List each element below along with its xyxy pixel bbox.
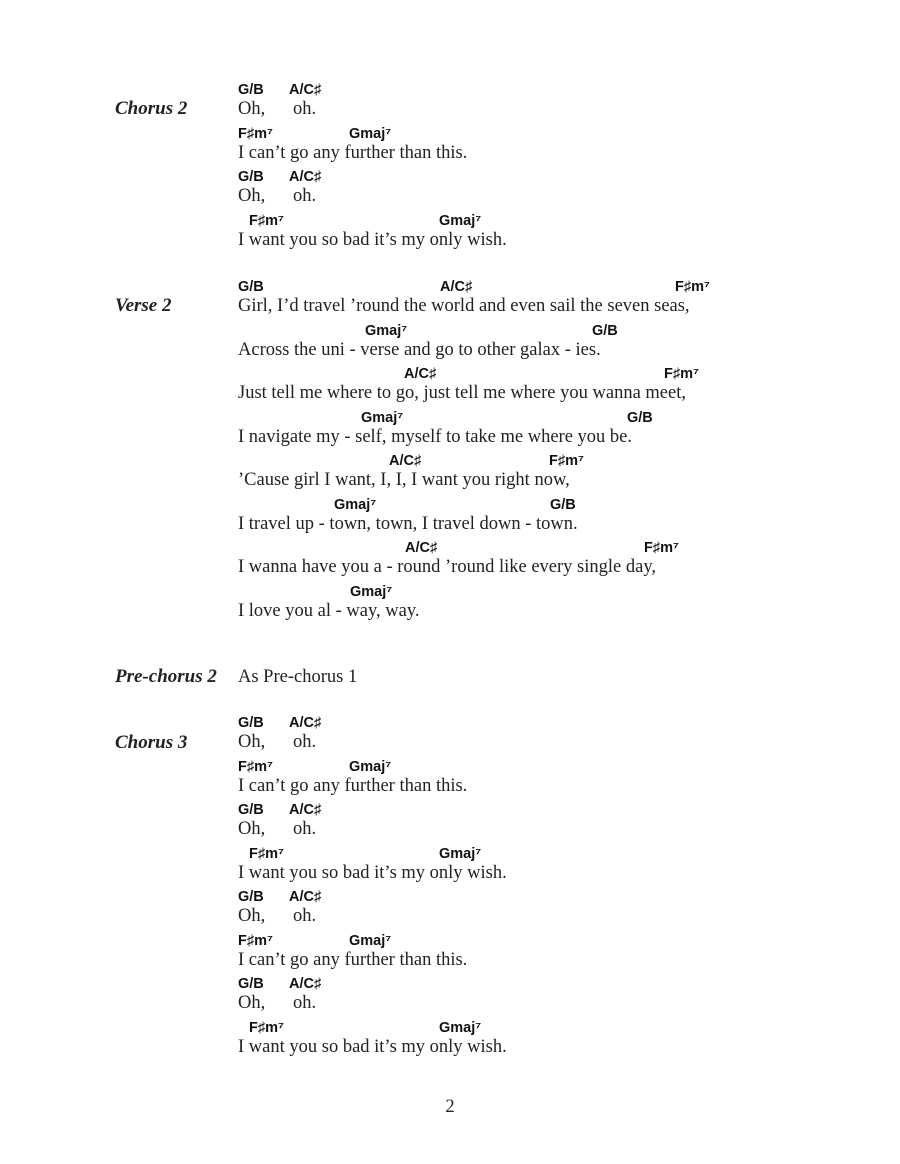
section-label-chorus-3: Chorus 3 bbox=[115, 732, 188, 753]
chord-gmaj: Gmaj⁷ bbox=[349, 126, 392, 142]
chord-fm: F♯m⁷ bbox=[644, 540, 679, 556]
chord-fm: F♯m⁷ bbox=[249, 846, 284, 862]
chord-gmaj: Gmaj⁷ bbox=[349, 933, 392, 949]
lyric-line: I want you so bad it’s my only wish. bbox=[238, 230, 507, 250]
chord-gmaj: Gmaj⁷ bbox=[439, 213, 482, 229]
page-number: 2 bbox=[445, 1097, 455, 1117]
chord-ac: A/C♯ bbox=[289, 169, 322, 185]
chord-ac: A/C♯ bbox=[289, 82, 322, 98]
lyric-line: Oh, oh. bbox=[238, 906, 317, 926]
chord-fm: F♯m⁷ bbox=[675, 279, 710, 295]
chord-gb: G/B bbox=[238, 802, 264, 818]
chord-gb: G/B bbox=[550, 497, 576, 513]
chord-fm: F♯m⁷ bbox=[238, 933, 273, 949]
lyric-line: I love you al - way, way. bbox=[238, 601, 420, 621]
chord-ac: A/C♯ bbox=[405, 540, 438, 556]
chord-fm: F♯m⁷ bbox=[249, 213, 284, 229]
chord-ac: A/C♯ bbox=[389, 453, 422, 469]
lyric-line: I want you so bad it’s my only wish. bbox=[238, 863, 507, 883]
section-label-pre-chorus-2: Pre-chorus 2 bbox=[115, 666, 217, 687]
chord-gmaj: Gmaj⁷ bbox=[361, 410, 404, 426]
chord-gb: G/B bbox=[238, 279, 264, 295]
lyric-line: Just tell me where to go, just tell me where you wanna meet, bbox=[238, 383, 686, 403]
lyric-line: I want you so bad it’s my only wish. bbox=[238, 1037, 507, 1057]
chord-gmaj: Gmaj⁷ bbox=[439, 846, 482, 862]
chord-gb: G/B bbox=[238, 715, 264, 731]
lyric-line: I travel up - town, town, I travel down - town. bbox=[238, 514, 578, 534]
chord-ac: A/C♯ bbox=[289, 976, 322, 992]
lyric-line: Oh, oh. bbox=[238, 819, 317, 839]
lyric-line: I wanna have you a - round ’round like every single day, bbox=[238, 557, 656, 577]
lyric-line: I can’t go any further than this. bbox=[238, 143, 468, 163]
chord-fm: F♯m⁷ bbox=[249, 1020, 284, 1036]
chord-gmaj: Gmaj⁷ bbox=[334, 497, 377, 513]
chord-fm: F♯m⁷ bbox=[238, 126, 273, 142]
lyric-line: Girl, I’d travel ’round the world and even sail the seven seas, bbox=[238, 296, 690, 316]
chord-fm: F♯m⁷ bbox=[238, 759, 273, 775]
chord-ac: A/C♯ bbox=[289, 715, 322, 731]
chord-ac: A/C♯ bbox=[404, 366, 437, 382]
lyric-line: Oh, oh. bbox=[238, 993, 317, 1013]
chord-gb: G/B bbox=[238, 976, 264, 992]
chord-gb: G/B bbox=[238, 169, 264, 185]
lyric-line: ’Cause girl I want, I, I, I want you right now, bbox=[238, 470, 570, 490]
chord-gb: G/B bbox=[592, 323, 618, 339]
chord-gb: G/B bbox=[238, 82, 264, 98]
chord-fm: F♯m⁷ bbox=[549, 453, 584, 469]
lyric-line: I can’t go any further than this. bbox=[238, 776, 468, 796]
section-label-chorus-2: Chorus 2 bbox=[115, 98, 188, 119]
section-label-verse-2: Verse 2 bbox=[115, 295, 172, 316]
lyric-line: I can’t go any further than this. bbox=[238, 950, 468, 970]
chord-gmaj: Gmaj⁷ bbox=[365, 323, 408, 339]
lyric-line: Oh, oh. bbox=[238, 186, 317, 206]
chord-gb: G/B bbox=[627, 410, 653, 426]
chord-gmaj: Gmaj⁷ bbox=[349, 759, 392, 775]
chord-ac: A/C♯ bbox=[289, 802, 322, 818]
lyric-line: I navigate my - self, myself to take me where you be. bbox=[238, 427, 633, 447]
chord-gb: G/B bbox=[238, 889, 264, 905]
chord-fm: F♯m⁷ bbox=[664, 366, 699, 382]
lyric-line: Oh, oh. bbox=[238, 99, 317, 119]
lyric-line: Across the uni - verse and go to other galax - ies. bbox=[238, 340, 601, 360]
chord-gmaj: Gmaj⁷ bbox=[350, 584, 393, 600]
chord-ac: A/C♯ bbox=[289, 889, 322, 905]
chord-ac: A/C♯ bbox=[440, 279, 473, 295]
chord-gmaj: Gmaj⁷ bbox=[439, 1020, 482, 1036]
pre-chorus-reference: As Pre-chorus 1 bbox=[238, 667, 358, 687]
lyric-line: Oh, oh. bbox=[238, 732, 317, 752]
